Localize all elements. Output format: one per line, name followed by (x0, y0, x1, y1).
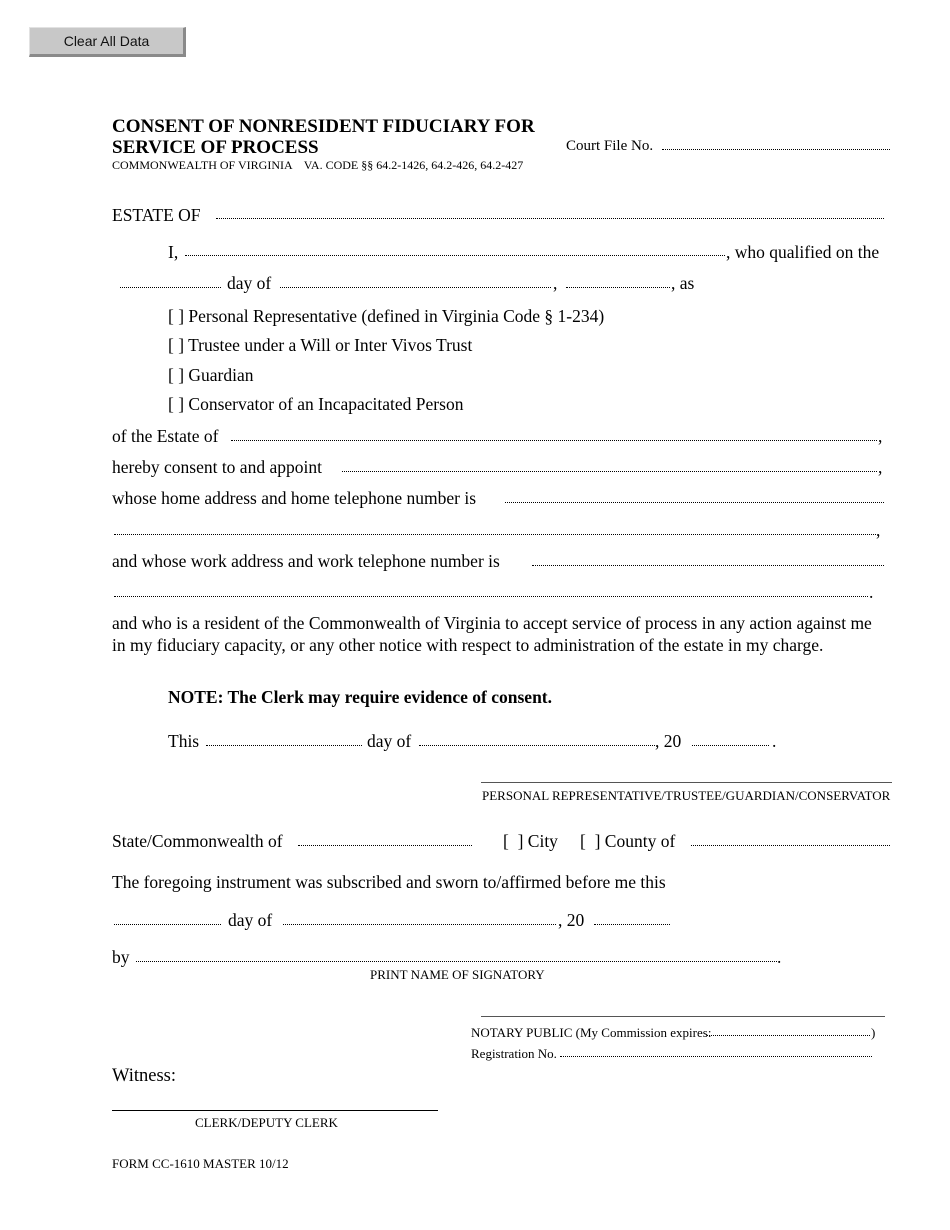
notary-close-paren: ) (871, 1025, 876, 1040)
qualified-month-field[interactable] (280, 287, 551, 288)
court-file-label: Court File No. (566, 138, 654, 154)
county-field[interactable] (691, 845, 890, 846)
consent-label: hereby consent to and appoint (112, 457, 322, 477)
sign-day-field[interactable] (206, 745, 362, 746)
notary-signature-line[interactable] (481, 1016, 885, 1017)
sign-day-of-label: day of (367, 731, 412, 751)
court-file-field[interactable] (662, 149, 890, 150)
notary-label: NOTARY PUBLIC (My Commission expires: (471, 1025, 712, 1040)
by-label: by (112, 947, 130, 967)
form-title-line1: CONSENT OF NONRESIDENT FIDUCIARY FOR (112, 116, 535, 137)
sign-year-field[interactable] (692, 745, 769, 746)
work-address-field-2[interactable] (114, 596, 868, 597)
state-label: State/Commonwealth of (112, 831, 283, 851)
sworn-month-field[interactable] (283, 924, 556, 925)
sign-twenty-label: , 20 (655, 731, 682, 751)
of-estate-comma: , (878, 426, 883, 446)
home-address-comma: , (876, 520, 881, 540)
city-checkbox[interactable]: [ ] City (503, 831, 558, 851)
work-address-label: and whose work address and work telephone number is (112, 551, 500, 571)
form-subtitle: COMMONWEALTH OF VIRGINIA VA. CODE §§ 64.2-1426, 64.2-426, 64.2-427 (112, 158, 524, 172)
this-label: This (168, 731, 200, 751)
option-trustee[interactable]: [ ] Trustee under a Will or Inter Vivos Trust (168, 335, 473, 355)
work-address-field-1[interactable] (532, 565, 884, 566)
option-personal-representative[interactable]: [ ] Personal Representative (defined in Virginia Code § 1-234) (168, 306, 605, 326)
clear-all-data-button[interactable]: Clear All Data (29, 27, 186, 57)
sworn-year-field[interactable] (594, 924, 670, 925)
sworn-label: The foregoing instrument was subscribed and sworn to/affirmed before me this (112, 872, 666, 892)
witness-label: Witness: (112, 1066, 177, 1086)
home-address-label: whose home address and home telephone number is (112, 488, 477, 508)
qualified-day-field[interactable] (120, 287, 221, 288)
of-estate-label: of the Estate of (112, 426, 219, 446)
appointee-field[interactable] (342, 471, 877, 472)
comma-separator: , (553, 273, 558, 293)
estate-name-field[interactable] (216, 218, 884, 219)
option-guardian[interactable]: [ ] Guardian (168, 365, 254, 385)
form-title-line2: SERVICE OF PROCESS (112, 137, 319, 158)
state-field[interactable] (298, 845, 472, 846)
note-text: NOTE: The Clerk may require evidence of consent. (168, 687, 553, 707)
of-estate-field[interactable] (231, 440, 877, 441)
consent-paragraph: and who is a resident of the Commonwealth of Virginia to accept service of process in any action against me in my fiduciary capacity, or any other notice with respect to administration of the estate in my charge. (112, 613, 872, 655)
sworn-day-field[interactable] (114, 924, 221, 925)
option-conservator[interactable]: [ ] Conservator of an Incapacitated Person (168, 394, 464, 414)
fiduciary-name-field[interactable] (185, 255, 725, 256)
as-label: , as (671, 273, 695, 293)
clerk-signature-line[interactable] (112, 1110, 438, 1111)
print-name-caption: PRINT NAME OF SIGNATORY (370, 967, 545, 982)
sign-month-field[interactable] (419, 745, 655, 746)
signer-caption: PERSONAL REPRESENTATIVE/TRUSTEE/GUARDIAN/CONSERVATOR (482, 788, 891, 803)
registration-label: Registration No. (471, 1046, 557, 1061)
sworn-day-of-label: day of (228, 910, 273, 930)
qualified-year-field[interactable] (566, 287, 670, 288)
i-label: I, (168, 242, 179, 262)
form-id: FORM CC-1610 MASTER 10/12 (112, 1156, 289, 1171)
appointee-comma: , (878, 457, 883, 477)
day-of-label: day of (227, 273, 272, 293)
by-period: . (777, 947, 782, 967)
qualified-label: , who qualified on the (726, 242, 880, 262)
sworn-twenty-label: , 20 (558, 910, 585, 930)
county-checkbox[interactable]: [ ] County of (580, 831, 676, 851)
estate-label: ESTATE OF (112, 205, 201, 225)
work-address-period: . (869, 582, 874, 602)
commission-expires-field[interactable] (707, 1035, 870, 1036)
home-address-field-1[interactable] (505, 502, 884, 503)
registration-field[interactable] (560, 1056, 872, 1057)
clerk-caption: CLERK/DEPUTY CLERK (195, 1115, 338, 1130)
home-address-field-2[interactable] (114, 534, 876, 535)
sign-period: . (772, 731, 777, 751)
fiduciary-signature-line[interactable] (481, 782, 892, 783)
signatory-name-field[interactable] (136, 961, 777, 962)
